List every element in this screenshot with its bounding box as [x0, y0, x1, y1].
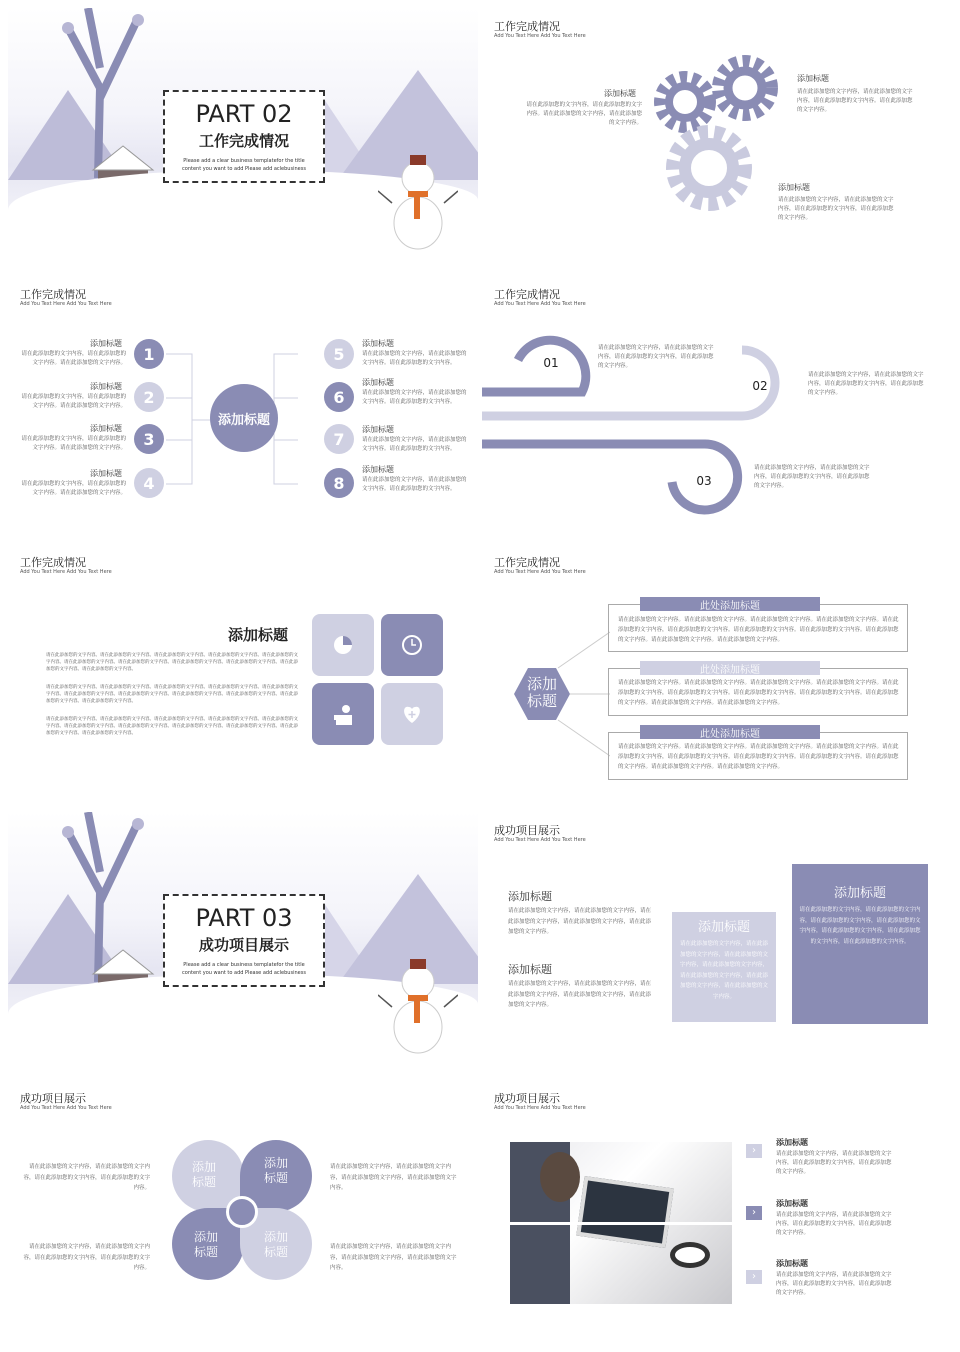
item-label-2: 添加标题 [90, 382, 122, 391]
item-label-4: 添加标题 [90, 469, 122, 478]
heart-plus-icon [381, 683, 443, 745]
petal-center [226, 1196, 258, 1228]
row-label-2: 此处添加标题 [640, 661, 820, 675]
slide-hex-list [482, 544, 952, 806]
item-text-3: 请在此添加您的文字内容，请在此添加您的文字内容。请在此添加您的文字内容。 [21, 436, 126, 451]
petal-label-1-top: 添加 [191, 1160, 216, 1174]
num-circle-4: 4 [134, 468, 164, 498]
petal-label-3-bottom: 标题 [193, 1245, 218, 1259]
books-icon [312, 683, 374, 745]
step-num-3: 03 [696, 474, 712, 488]
petal-label-4 [250, 1230, 302, 1260]
slide-part-02 [8, 8, 478, 270]
card-dark-title: 添加标题 [833, 886, 886, 901]
slide-title: 工作完成情况 [20, 556, 86, 569]
slide-title: 工作完成情况 [494, 288, 560, 301]
item-text-1: 请在此添加您的文字内容，请在此添加您的文字内容。请在此添加您的文字内容。 [21, 351, 126, 366]
snowman-icon [378, 133, 458, 253]
card-light [672, 912, 776, 1022]
card-light-title: 添加标题 [697, 920, 750, 935]
item-label-1: 添加标题 [90, 339, 122, 348]
petal-label-4-top: 添加 [263, 1230, 288, 1244]
petal-label-4-bottom: 标题 [263, 1245, 288, 1259]
item-text-7: 请在此添加您的文字内容，请在此添加您的文字内容。请在此添加您的文字内容。 [362, 437, 467, 452]
gear-text-b: 请在此添加您的文字内容，请在此添加您的文字内容，请在此添加您的文字内容。请在此添加您的文字内容。 [797, 89, 913, 113]
petal-label-1-bottom: 标题 [191, 1175, 216, 1189]
petal-text-4: 请在此添加您的文字内容，请在此添加您的文字内容，请在此添加您的文字内容，请在此添加您的文字内容。 [330, 1244, 457, 1271]
slide-title: 成功项目展示 [20, 1092, 86, 1105]
num-circle-5: 5 [324, 339, 354, 369]
chevron-right-icon: › [746, 1206, 762, 1220]
step-text-3: 请在此添加您的文字内容，请在此添加您的文字内容，请在此添加您的文字内容，请在此添加您的文字内容。 [754, 465, 870, 489]
slide-title: 成功项目展示 [494, 824, 560, 837]
item-label-6: 添加标题 [362, 378, 394, 387]
slide-subtitle: Add You Text Here Add You Text Here [494, 33, 586, 39]
slide-subtitle: Add You Text Here Add You Text Here [494, 569, 586, 575]
chevron-right-icon: › [746, 1144, 762, 1158]
petal-text-2: 请在此添加您的文字内容，请在此添加您的文字内容，请在此添加您的文字内容，请在此添加您的文字内容。 [330, 1164, 457, 1191]
list-label-3: 添加标题 [776, 1259, 808, 1268]
slide-subtitle: Add You Text Here Add You Text Here [20, 301, 112, 307]
gear-text-c: 请在此添加您的文字内容，请在此添加您的文字内容，请在此添加您的文字内容，请在此添加您的文字内容。 [778, 197, 894, 221]
item-text-6: 请在此添加您的文字内容，请在此添加您的文字内容。请在此添加您的文字内容。 [362, 390, 467, 405]
step-num-1: 01 [543, 356, 559, 370]
item-label-3: 添加标题 [90, 424, 122, 433]
petal-label-3 [180, 1230, 232, 1260]
slide-icon-tiles [8, 544, 478, 806]
list-text-1: 请在此添加您的文字内容，请在此添加您的文字内容，请在此添加您的文字内容，请在此添加您的文字内容。 [776, 1151, 892, 1175]
petal-label-2-bottom: 标题 [263, 1171, 288, 1185]
part-desc-1: Please add a clear business templatefor the title [183, 962, 305, 968]
photo-divider [510, 1222, 732, 1225]
tiles-heading: 添加标题 [228, 626, 289, 644]
petal-label-1 [178, 1160, 230, 1190]
slide-subtitle: Add You Text Here Add You Text Here [20, 569, 112, 575]
item-text-8: 请在此添加您的文字内容，请在此添加您的文字内容。请在此添加您的文字内容。 [362, 477, 467, 492]
num-circle-8: 8 [324, 468, 354, 498]
card-text-2: 请在此添加您的文字内容，请在此添加您的文字内容，请在此添加您的文字内容，请在此添加您的文字内容，请在此添加您的文字内容。 [508, 981, 652, 1008]
petal-label-3-top: 添加 [193, 1230, 218, 1244]
part-desc-2: content you want to add Please add aclebusiness [182, 970, 306, 976]
slide-part-03 [8, 812, 478, 1074]
tiles-para-3: 请在此添加您的文字内容。请在此添加您的文字内容。请在此添加您的文字内容。请在此添加您的文字内容。请在此添加您的文字内容。请在此添加您的文字内容。请在此添加您的文字内容。请在此添加您的文字内容。请在此添加您的文字内容。请在此添加您的文字内容。请在此添加您的文字内容。 [46, 717, 298, 736]
num-circle-1: 1 [134, 339, 164, 369]
row-text-2: 请在此添加您的文字内容。请在此添加您的文字内容。请在此添加您的文字内容。请在此添加您的文字内容。请在此添加您的文字内容，请在此添加您的文字内容。请在此添加您的文字内容。请在此添加您的文字内容。请在此添加您的文字内容。请在此添加您的文字内容。请在此添加您的文字内容。 [618, 680, 899, 706]
card-dark [792, 864, 928, 1024]
slide-title: 工作完成情况 [494, 20, 560, 33]
step-text-1: 请在此添加您的文字内容，请在此添加您的文字内容，请在此添加您的文字内容，请在此添加您的文字内容。 [598, 345, 714, 369]
list-label-2: 添加标题 [776, 1199, 808, 1208]
item-text-2: 请在此添加您的文字内容，请在此添加您的文字内容。请在此添加您的文字内容。 [21, 394, 126, 409]
card-heading-2: 添加标题 [508, 963, 552, 976]
gear-label-c: 添加标题 [778, 183, 810, 192]
chevron-right-icon: › [746, 1270, 762, 1284]
card-light-text: 请在此添加您的文字内容，请在此添加您的文字内容，请在此添加您的文字内容，请在此添加您的文字内容，请在此添加您的文字内容，请在此添加您的文字内容，请在此添加您的文字内容。 [680, 941, 769, 1000]
hex-label-bottom: 标题 [526, 692, 557, 710]
tile-pie [312, 614, 374, 676]
tiles-para-1: 请在此添加您的文字内容。请在此添加您的文字内容。请在此添加您的文字内容。请在此添加您的文字内容。请在此添加您的文字内容。请在此添加您的文字内容。请在此添加您的文字内容。请在此添加您的文字内容。请在此添加您的文字内容。请在此添加您的文字内容。请在此添加您的文字内容。 [46, 653, 298, 672]
step-text-2: 请在此添加您的文字内容，请在此添加您的文字内容，请在此添加您的文字内容，请在此添加您的文字内容。 [808, 372, 924, 396]
slide-title: 工作完成情况 [494, 556, 560, 569]
row-text-1: 请在此添加您的文字内容。请在此添加您的文字内容。请在此添加您的文字内容。请在此添加您的文字内容。请在此添加您的文字内容，请在此添加您的文字内容。请在此添加您的文字内容。请在此添加您的文字内容。请在此添加您的文字内容。请在此添加您的文字内容。请在此添加您的文字内容。 [618, 617, 899, 643]
coffee-cup-shape [670, 1242, 710, 1268]
card-dark-text: 请在此添加您的文字内容，请在此添加您的文字内容，请在此添加您的文字内容，请在此添加您的文字内容，请在此添加您的文字内容，请在此添加您的文字内容，请在此添加您的文字内容。 [799, 907, 921, 945]
item-label-5: 添加标题 [362, 339, 394, 348]
part-heading: 工作完成情况 [198, 132, 289, 150]
part-desc-2: content you want to add Please add aclebusiness [182, 166, 306, 172]
part-heading: 成功项目展示 [198, 936, 289, 954]
gear-text-a: 请在此添加您的文字内容，请在此添加您的文字内容。请在此添加您的文字内容，请在此添加您的文字内容。 [526, 102, 642, 126]
num-circle-2: 2 [134, 382, 164, 412]
list-text-2: 请在此添加您的文字内容，请在此添加您的文字内容，请在此添加您的文字内容，请在此添加您的文字内容。 [776, 1212, 892, 1236]
slide-cards [482, 812, 952, 1074]
part-number: PART 02 [195, 100, 293, 128]
hex-label [524, 676, 560, 710]
tablet-shape [576, 1176, 673, 1248]
slide-numbered [8, 276, 478, 538]
item-text-5: 请在此添加您的文字内容，请在此添加您的文字内容。请在此添加您的文字内容。 [362, 351, 467, 366]
tiles-para-2: 请在此添加您的文字内容。请在此添加您的文字内容。请在此添加您的文字内容。请在此添加您的文字内容。请在此添加您的文字内容。请在此添加您的文字内容。请在此添加您的文字内容。请在此添加您的文字内容。请在此添加您的文字内容。请在此添加您的文字内容。请在此添加您的文字内容。 [46, 685, 298, 704]
petal-label-2 [250, 1156, 302, 1186]
head-shape [540, 1152, 580, 1202]
row-text-3: 请在此添加您的文字内容。请在此添加您的文字内容。请在此添加您的文字内容。请在此添加您的文字内容。请在此添加您的文字内容，请在此添加您的文字内容。请在此添加您的文字内容。请在此添加您的文字内容。请在此添加您的文字内容。请在此添加您的文字内容。请在此添加您的文字内容。 [618, 744, 899, 770]
list-label-1: 添加标题 [776, 1138, 808, 1147]
petal-text-1: 请在此添加您的文字内容，请在此添加您的文字内容，请在此添加您的文字内容，请在此添加您的文字内容。 [23, 1164, 150, 1191]
part-title-box [163, 90, 325, 183]
center-circle: 添加标题 [210, 384, 278, 452]
gears-icon [647, 50, 787, 220]
item-label-7: 添加标题 [362, 425, 394, 434]
tablet-photo [510, 1142, 732, 1304]
slide-title: 成功项目展示 [494, 1092, 560, 1105]
item-label-8: 添加标题 [362, 465, 394, 474]
slide-timeline [482, 276, 952, 538]
row-label-1: 此处添加标题 [640, 597, 820, 611]
part-number: PART 03 [195, 904, 293, 932]
petal-label-2-top: 添加 [263, 1156, 288, 1170]
part-title-box [163, 894, 325, 987]
slide-title: 工作完成情况 [20, 288, 86, 301]
snowman-icon [378, 937, 458, 1057]
pie-chart-icon [312, 614, 374, 676]
slide-petals [8, 1080, 478, 1342]
slide-photo-list [482, 1080, 952, 1342]
slide-subtitle: Add You Text Here Add You Text Here [494, 837, 586, 843]
step-num-2: 02 [752, 379, 768, 393]
tile-clock [381, 614, 443, 676]
tile-heart [381, 683, 443, 745]
petal-text-3: 请在此添加您的文字内容，请在此添加您的文字内容，请在此添加您的文字内容，请在此添加您的文字内容。 [23, 1244, 150, 1271]
gear-label-a: 添加标题 [604, 89, 636, 98]
slide-subtitle: Add You Text Here Add You Text Here [494, 301, 586, 307]
num-circle-6: 6 [324, 382, 354, 412]
clock-icon [381, 614, 443, 676]
list-text-3: 请在此添加您的文字内容，请在此添加您的文字内容，请在此添加您的文字内容，请在此添加您的文字内容。 [776, 1272, 892, 1296]
slide-subtitle: Add You Text Here Add You Text Here [20, 1105, 112, 1111]
tile-books [312, 683, 374, 745]
card-heading-1: 添加标题 [508, 890, 552, 903]
slide-subtitle: Add You Text Here Add You Text Here [494, 1105, 586, 1111]
row-label-3: 此处添加标题 [640, 725, 820, 739]
gear-label-b: 添加标题 [797, 74, 829, 83]
slide-gears [482, 8, 952, 270]
part-desc-1: Please add a clear business templatefor the title [183, 158, 305, 164]
hex-label-top: 添加 [526, 675, 557, 693]
num-circle-7: 7 [324, 424, 354, 454]
num-circle-3: 3 [134, 424, 164, 454]
item-text-4: 请在此添加您的文字内容，请在此添加您的文字内容。请在此添加您的文字内容。 [21, 481, 126, 496]
card-text-1: 请在此添加您的文字内容，请在此添加您的文字内容，请在此添加您的文字内容，请在此添加您的文字内容，请在此添加您的文字内容。 [508, 908, 652, 935]
